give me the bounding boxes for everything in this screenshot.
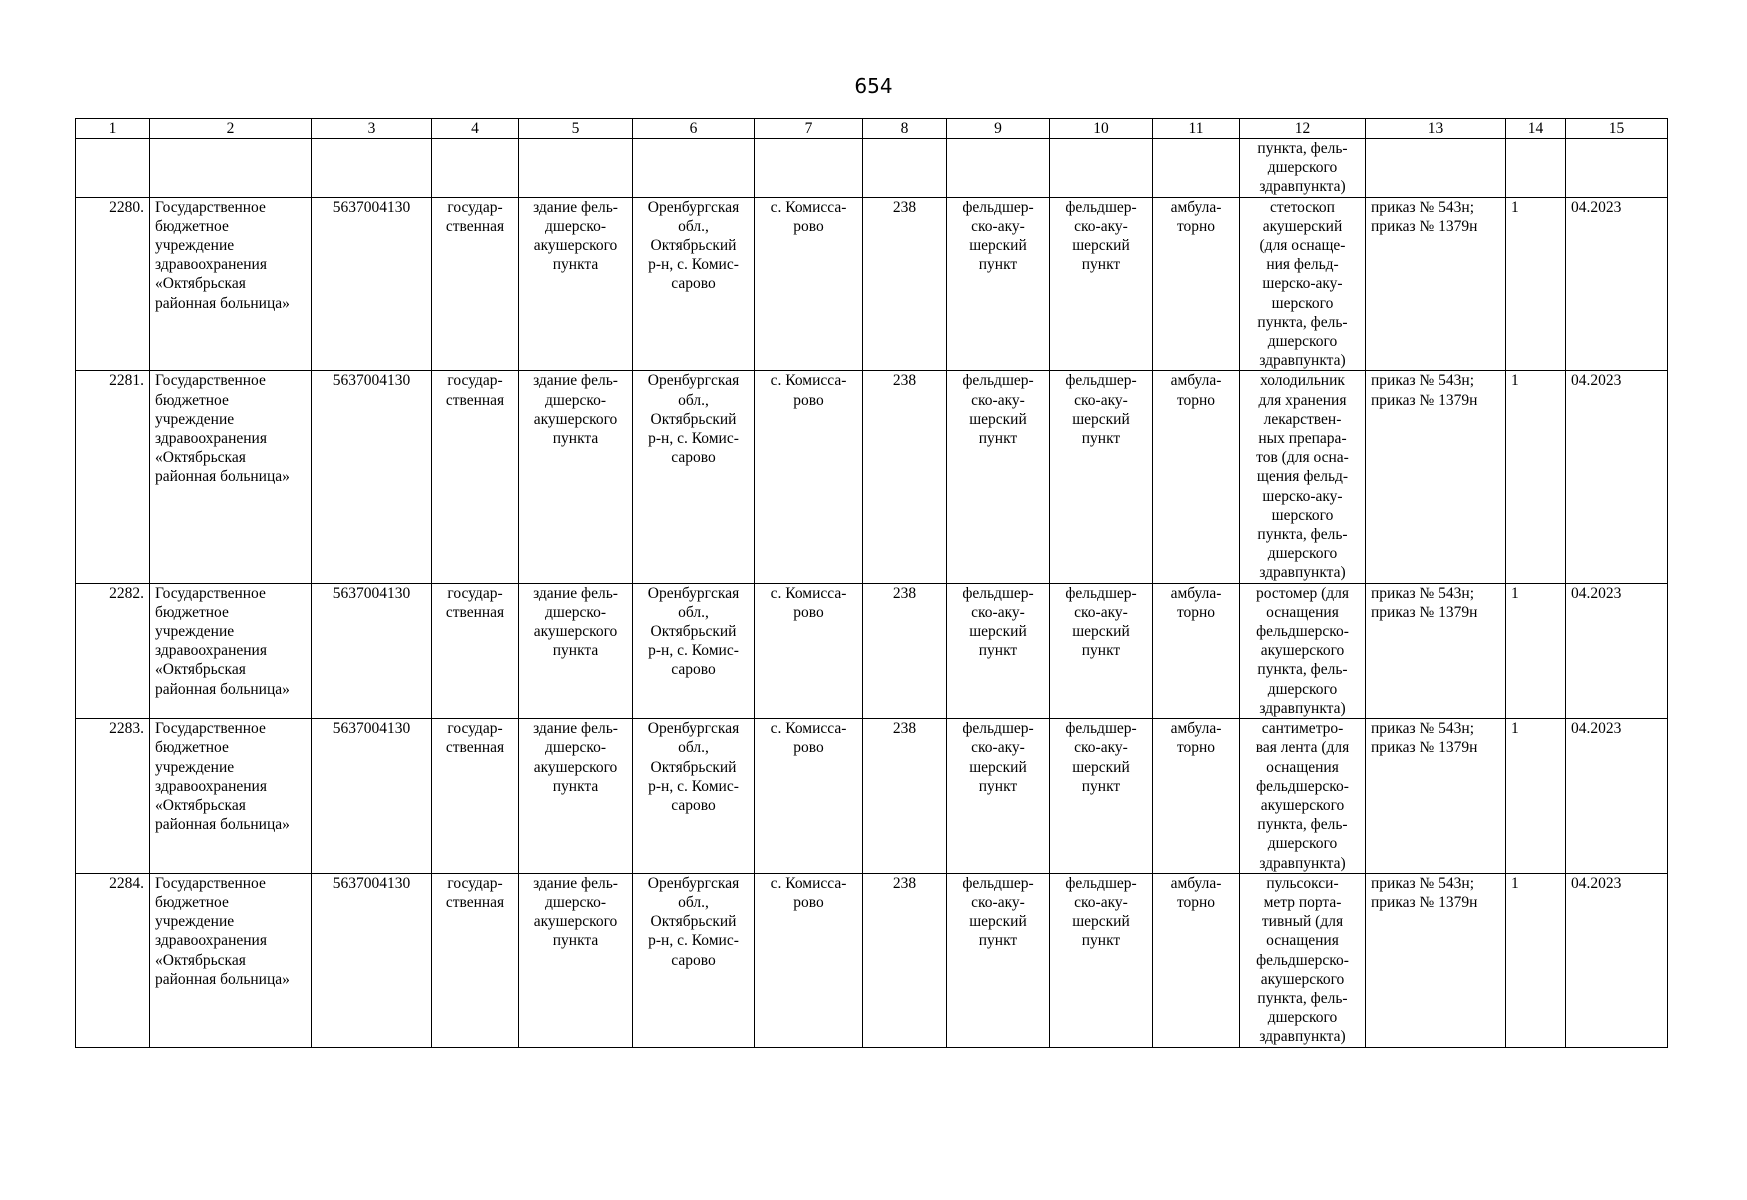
building-cell: здание фель- дшерско- акушерского пункта	[519, 873, 633, 1047]
code-cell: 238	[863, 197, 947, 371]
building-cell: здание фель- дшерско- акушерского пункта	[519, 371, 633, 583]
equipment-cell: пульсокси- метр порта- тивный (для оснащения фельдшерско- акушерского пункта, фель- дшерского здравпункта)	[1240, 873, 1366, 1047]
order-cell: приказ № 543н; приказ № 1379н	[1366, 719, 1506, 874]
row-number-cell: 2281.	[76, 371, 150, 583]
equipment-cell: холодильник для хранения лекарствен- ных препара- тов (для осна- щения фельд- шерско-аку- шерского пункта, фель- дшерского здравпункта)	[1240, 371, 1366, 583]
column-header: 11	[1153, 119, 1240, 139]
address-cell: Оренбургская обл., Октябрьский р-н, с. Комис- сарово	[633, 583, 755, 718]
column-header: 4	[432, 119, 519, 139]
organization-cell: Государственное бюджетное учреждение здравоохранения «Октябрьская районная больница»	[150, 583, 312, 718]
column-header: 7	[755, 119, 863, 139]
equipment-cell: стетоскоп акушерский (для оснаще- ния фельд- шерско-аку- шерского пункта, фель- дшерского здравпункта)	[1240, 197, 1366, 371]
inn-cell: 5637004130	[312, 719, 432, 874]
order-cell: приказ № 543н; приказ № 1379н	[1366, 583, 1506, 718]
code-cell: 238	[863, 873, 947, 1047]
organization-cell: Государственное бюджетное учреждение здравоохранения «Октябрьская районная больница»	[150, 873, 312, 1047]
building-cell: здание фель- дшерско- акушерского пункта	[519, 719, 633, 874]
address-cell: Оренбургская обл., Октябрьский р-н, с. Комис- сарово	[633, 197, 755, 371]
ownership-cell: государ- ственная	[432, 371, 519, 583]
equipment-cell: сантиметро- вая лента (для оснащения фельдшерско- акушерского пункта, фель- дшерского здравпункта)	[1240, 719, 1366, 874]
quantity-cell: 1	[1506, 873, 1566, 1047]
column-header: 15	[1566, 119, 1668, 139]
unit-type-cell: фельдшер- ско-аку- шерский пункт	[947, 197, 1050, 371]
column-header: 1	[76, 119, 150, 139]
column-header: 10	[1050, 119, 1153, 139]
column-header: 8	[863, 119, 947, 139]
table-row	[76, 197, 1668, 371]
unit-name-cell: фельдшер- ско-аку- шерский пункт	[1050, 873, 1153, 1047]
order-cell: приказ № 543н; приказ № 1379н	[1366, 197, 1506, 371]
unit-type-cell: фельдшер- ско-аку- шерский пункт	[947, 583, 1050, 718]
care-type-cell: амбула- торно	[1153, 197, 1240, 371]
ownership-cell: государ- ственная	[432, 719, 519, 874]
care-type-cell: амбула- торно	[1153, 873, 1240, 1047]
building-cell: здание фель- дшерско- акушерского пункта	[519, 583, 633, 718]
unit-type-cell: фельдшер- ско-аку- шерский пункт	[947, 873, 1050, 1047]
row-number-cell: 2282.	[76, 583, 150, 718]
locality-cell: с. Комисса- рово	[755, 371, 863, 583]
table-row	[76, 873, 1668, 1047]
locality-cell: с. Комисса- рово	[755, 719, 863, 874]
unit-type-cell: фельдшер- ско-аку- шерский пункт	[947, 371, 1050, 583]
code-cell: 238	[863, 719, 947, 874]
inn-cell: 5637004130	[312, 583, 432, 718]
column-header: 2	[150, 119, 312, 139]
equipment-cell: пункта, фель- дшерского здравпункта)	[1240, 139, 1366, 198]
continuation-row	[76, 139, 1668, 198]
ownership-cell: государ- ственная	[432, 873, 519, 1047]
ownership-cell: государ- ственная	[432, 583, 519, 718]
organization-cell: Государственное бюджетное учреждение здравоохранения «Октябрьская районная больница»	[150, 719, 312, 874]
column-number-header-row	[76, 119, 1668, 139]
quantity-cell: 1	[1506, 719, 1566, 874]
address-cell: Оренбургская обл., Октябрьский р-н, с. Комис- сарово	[633, 719, 755, 874]
page-number: 654	[854, 74, 893, 98]
quantity-cell: 1	[1506, 371, 1566, 583]
ownership-cell: государ- ственная	[432, 197, 519, 371]
column-header: 3	[312, 119, 432, 139]
address-cell: Оренбургская обл., Октябрьский р-н, с. Комис- сарово	[633, 873, 755, 1047]
care-type-cell: амбула- торно	[1153, 583, 1240, 718]
row-number-cell: 2283.	[76, 719, 150, 874]
building-cell: здание фель- дшерско- акушерского пункта	[519, 197, 633, 371]
unit-name-cell: фельдшер- ско-аку- шерский пункт	[1050, 371, 1153, 583]
column-header: 12	[1240, 119, 1366, 139]
unit-name-cell: фельдшер- ско-аку- шерский пункт	[1050, 583, 1153, 718]
inn-cell: 5637004130	[312, 197, 432, 371]
date-cell: 04.2023	[1566, 583, 1668, 718]
row-number-cell: 2284.	[76, 873, 150, 1047]
locality-cell: с. Комисса- рово	[755, 197, 863, 371]
unit-name-cell: фельдшер- ско-аку- шерский пункт	[1050, 197, 1153, 371]
date-cell: 04.2023	[1566, 719, 1668, 874]
care-type-cell: амбула- торно	[1153, 371, 1240, 583]
quantity-cell: 1	[1506, 197, 1566, 371]
column-header: 13	[1366, 119, 1506, 139]
date-cell: 04.2023	[1566, 197, 1668, 371]
equipment-cell: ростомер (для оснащения фельдшерско- акушерского пункта, фель- дшерского здравпункта)	[1240, 583, 1366, 718]
organization-cell: Государственное бюджетное учреждение здравоохранения «Октябрьская районная больница»	[150, 197, 312, 371]
column-header: 14	[1506, 119, 1566, 139]
row-number-cell: 2280.	[76, 197, 150, 371]
code-cell: 238	[863, 583, 947, 718]
table-row	[76, 719, 1668, 874]
locality-cell: с. Комисса- рово	[755, 873, 863, 1047]
equipment-registry-table	[75, 118, 1668, 1048]
date-cell: 04.2023	[1566, 371, 1668, 583]
code-cell: 238	[863, 371, 947, 583]
table-row	[76, 371, 1668, 583]
inn-cell: 5637004130	[312, 371, 432, 583]
table-row	[76, 583, 1668, 718]
locality-cell: с. Комисса- рово	[755, 583, 863, 718]
order-cell: приказ № 543н; приказ № 1379н	[1366, 873, 1506, 1047]
column-header: 6	[633, 119, 755, 139]
unit-name-cell: фельдшер- ско-аку- шерский пункт	[1050, 719, 1153, 874]
quantity-cell: 1	[1506, 583, 1566, 718]
order-cell: приказ № 543н; приказ № 1379н	[1366, 371, 1506, 583]
organization-cell: Государственное бюджетное учреждение здравоохранения «Октябрьская районная больница»	[150, 371, 312, 583]
column-header: 9	[947, 119, 1050, 139]
inn-cell: 5637004130	[312, 873, 432, 1047]
column-header: 5	[519, 119, 633, 139]
care-type-cell: амбула- торно	[1153, 719, 1240, 874]
address-cell: Оренбургская обл., Октябрьский р-н, с. Комис- сарово	[633, 371, 755, 583]
unit-type-cell: фельдшер- ско-аку- шерский пункт	[947, 719, 1050, 874]
date-cell: 04.2023	[1566, 873, 1668, 1047]
